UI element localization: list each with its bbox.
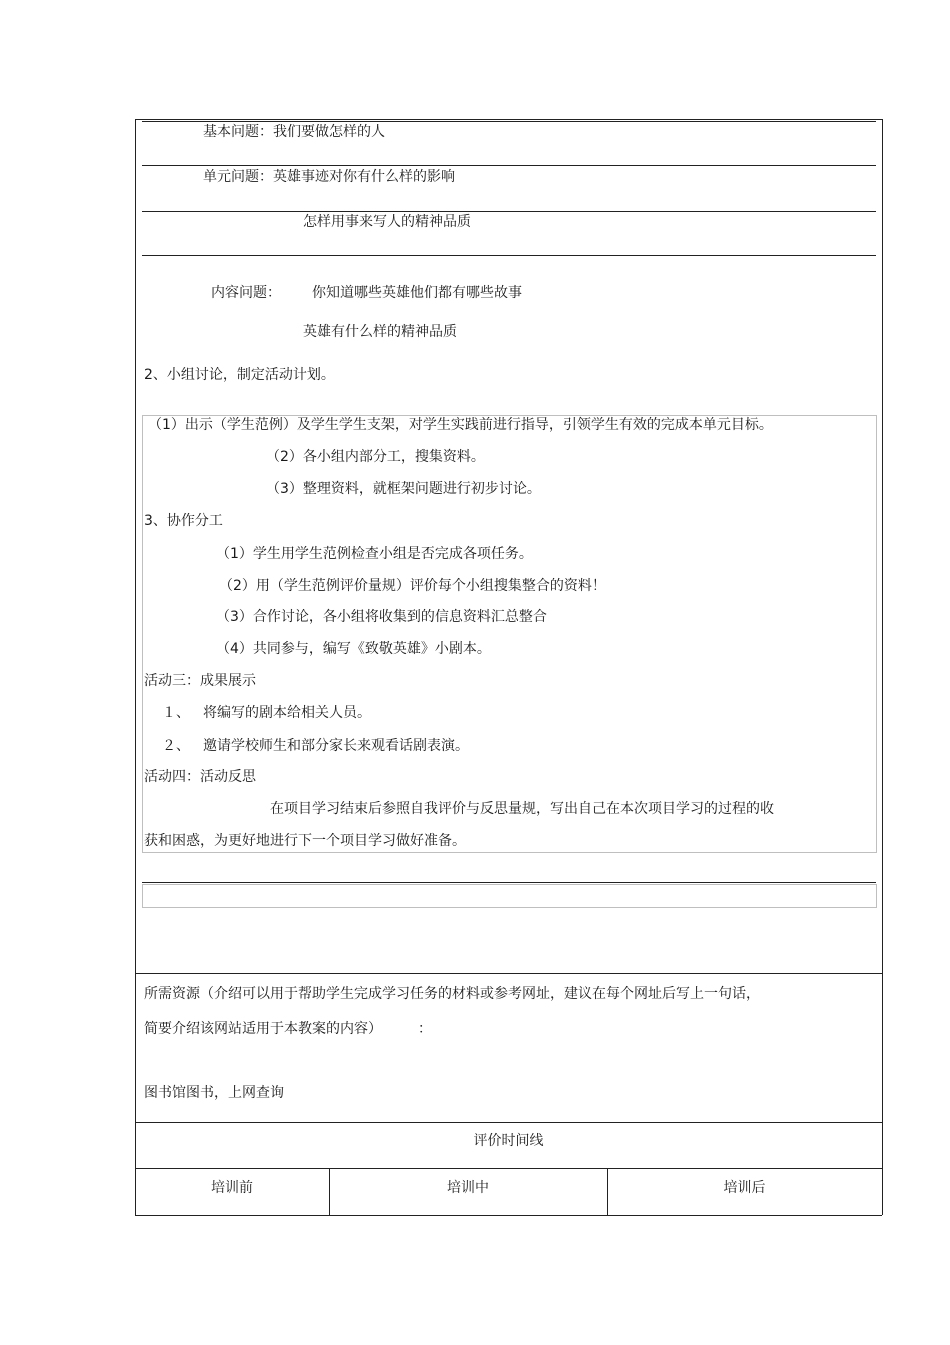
table-right-border (882, 119, 883, 1215)
activity-4-heading: 活动四：活动反思 (144, 769, 256, 785)
show-item-2-num: ２、 (162, 738, 190, 754)
timeline-col-before: 培训前 (211, 1180, 253, 1196)
unit-question-2: 怎样用事来写人的精神品质 (303, 214, 471, 230)
table-left-border (135, 119, 136, 1215)
inner-rule (142, 211, 876, 212)
row-divider (135, 1122, 882, 1123)
content-question-2: 英雄有什么样的精神品质 (303, 324, 457, 340)
table-top-border (135, 119, 882, 120)
empty-box (142, 884, 877, 908)
coop-item-4: （4）共同参与，编写《致敬英雄》小剧本。 (216, 641, 491, 657)
show-item-2: 邀请学校师生和部分家长来观看话剧表演。 (203, 738, 469, 754)
timeline-col-during: 培训中 (447, 1180, 489, 1196)
show-item-1-num: １、 (162, 705, 190, 721)
row-divider (135, 973, 882, 974)
activity-3-heading: 活动三：成果展示 (144, 673, 256, 689)
table-bottom-border (135, 1215, 882, 1216)
resources-colon: ： (418, 1021, 432, 1037)
resources-line-1: 所需资源（介绍可以用于帮助学生完成学习任务的材料或参考网址，建议在每个网址后写上一句话， (144, 986, 760, 1002)
inner-rule (142, 165, 876, 166)
inner-rule (142, 121, 876, 122)
plan-item-3: （3）整理资料，就框架问题进行初步讨论。 (266, 481, 541, 497)
reflection-line-2: 获和困惑，为更好地进行下一个项目学习做好准备。 (144, 833, 466, 849)
show-item-1: 将编写的剧本给相关人员。 (203, 705, 371, 721)
plan-item-1: （1）出示（学生范例）及学生学生支架，对学生实践前进行指导，引领学生有效的完成本单元目标。 (148, 417, 773, 433)
coop-item-1: （1）学生用学生范例检查小组是否完成各项任务。 (216, 546, 533, 562)
content-question-label: 内容问题： (211, 285, 281, 301)
coop-item-2: （2）用（学生范例评价量规）评价每个小组搜集整合的资料！ (219, 578, 606, 594)
step-2-heading: 2、小组讨论，制定活动计划。 (144, 367, 335, 383)
plan-item-2: （2）各小组内部分工，搜集资料。 (266, 449, 485, 465)
resources-line-2: 简要介绍该网站适用于本教案的内容） (144, 1021, 382, 1037)
basic-question: 基本问题：我们要做怎样的人 (203, 124, 385, 140)
step-3-heading: 3、协作分工 (144, 513, 223, 529)
coop-item-3: （3）合作讨论，各小组将收集到的信息资料汇总整合 (216, 609, 547, 625)
resources-value: 图书馆图书，上网查询 (144, 1085, 284, 1101)
row-divider (135, 1168, 882, 1169)
inner-rule (142, 882, 876, 883)
content-question-1: 你知道哪些英雄他们都有哪些故事 (312, 285, 522, 301)
reflection-line-1: 在项目学习结束后参照自我评价与反思量规，写出自己在本次项目学习的过程的收 (270, 801, 774, 817)
unit-question: 单元问题：英雄事迹对你有什么样的影响 (203, 169, 455, 185)
timeline-col-after: 培训后 (723, 1180, 766, 1196)
inner-rule (142, 255, 876, 256)
timeline-title: 评价时间线 (473, 1133, 544, 1149)
